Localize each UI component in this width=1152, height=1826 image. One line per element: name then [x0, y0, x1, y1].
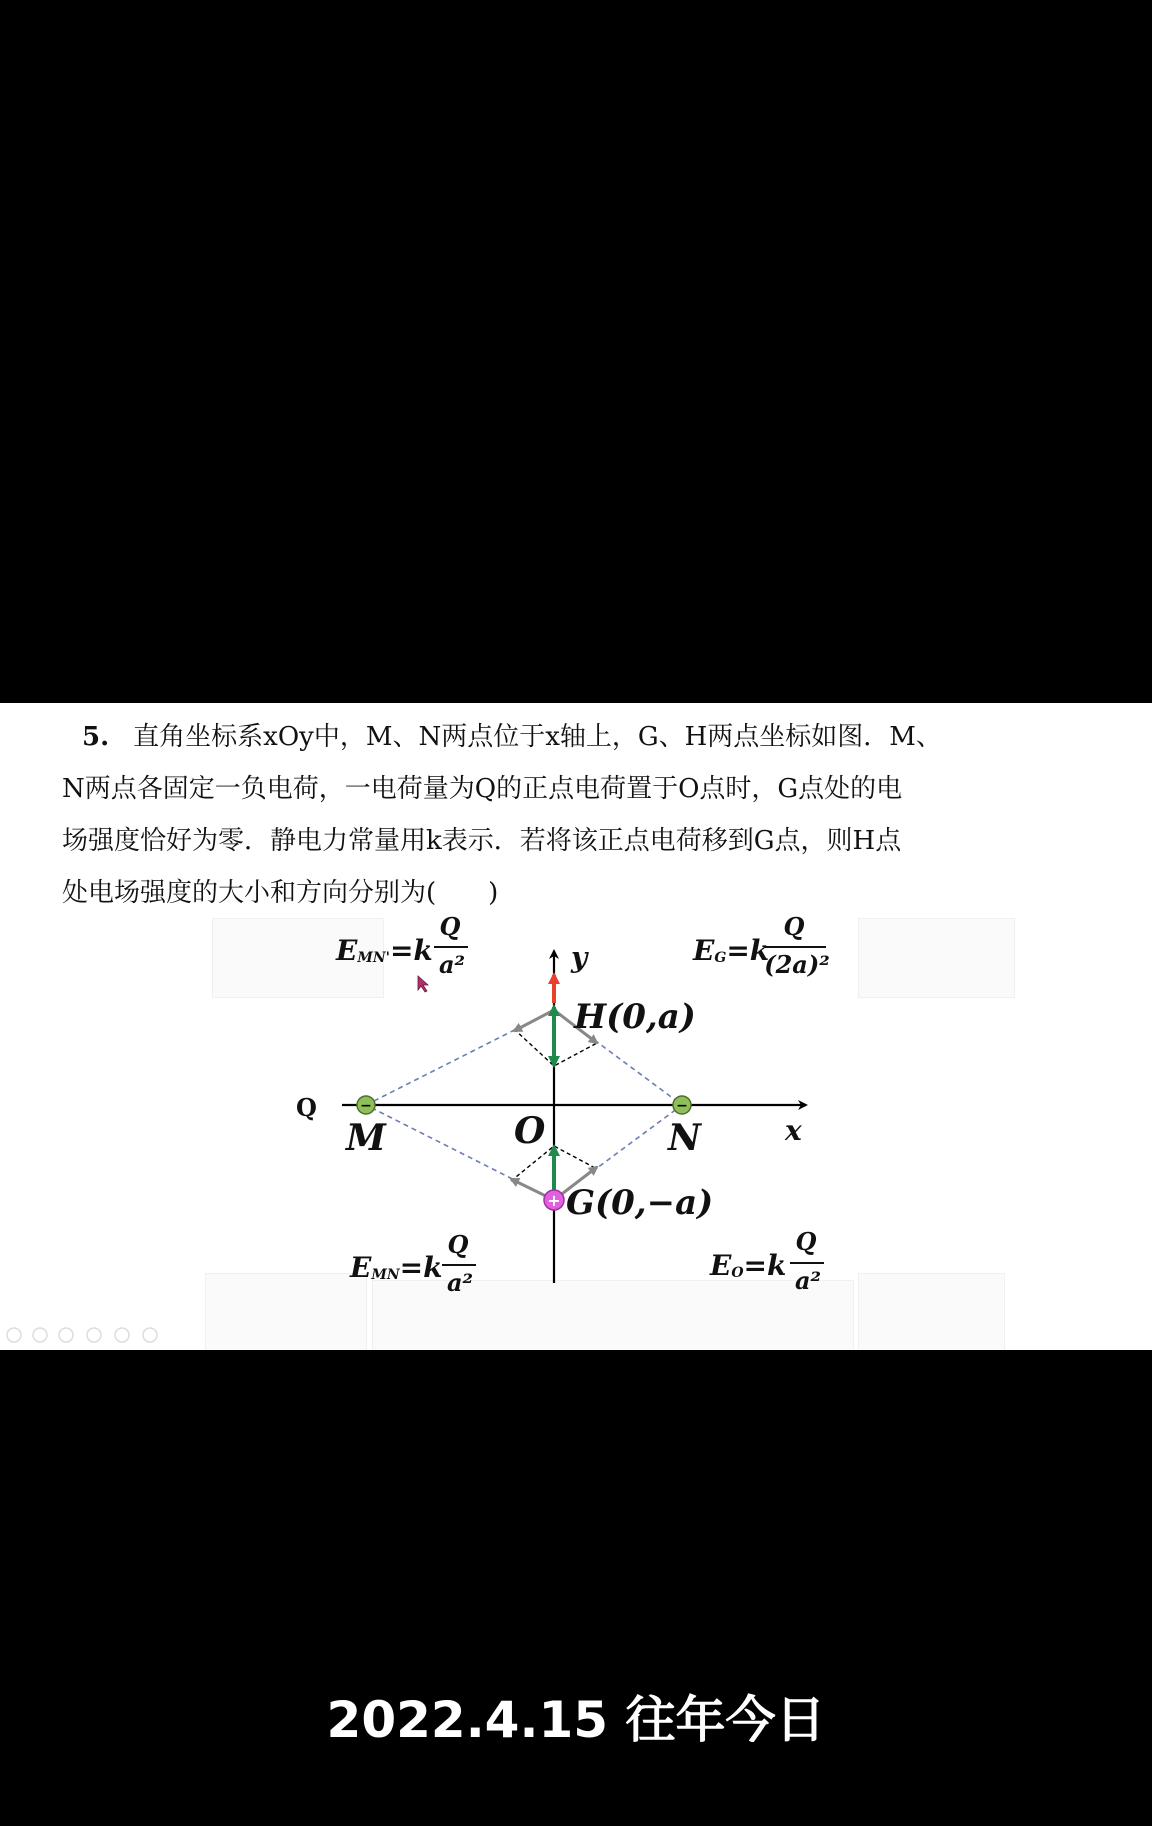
formula-sub: MN [371, 1267, 400, 1283]
formula-sub: MN' [357, 950, 390, 966]
formula-top-left [335, 912, 468, 979]
question-number: 5. [82, 722, 110, 752]
formula-den: a² [446, 1268, 474, 1297]
formula-bottom-right [709, 1227, 824, 1295]
formula-eq: =k [726, 934, 770, 967]
x-axis-label: x [785, 1114, 802, 1147]
formula-sub: O [731, 1265, 744, 1281]
previous-icon[interactable] [7, 1328, 21, 1342]
svg-text:EO=k [709, 1249, 786, 1282]
formula-bottom-left [349, 1230, 476, 1297]
formula-num: Q [439, 912, 461, 941]
question-line-text: 直角坐标系xOy中，M、N两点位于x轴上，G、H两点坐标如图．M、 [133, 722, 942, 752]
formula-eq: =k [389, 934, 433, 967]
field-component-arrow [514, 1010, 554, 1031]
svg-text:EMN'=k [335, 934, 433, 967]
question-line: 场强度恰好为零．静电力常量用k表示．若将该正点电荷移到G点，则H点 [62, 826, 902, 856]
negative-charge-m [357, 1096, 375, 1114]
video-caption: 2022.4.15 往年今日 [326, 1691, 826, 1749]
formula-top-right [692, 912, 830, 979]
formula-sub: G [714, 950, 727, 966]
question-line: N两点各固定一负电荷，一电荷量为Q的正点电荷置于O点时，G点处的电 [62, 774, 903, 804]
formula-lhs: E [350, 1251, 372, 1284]
positive-charge-g [544, 1190, 564, 1210]
charge-sign: − [676, 1098, 688, 1114]
origin-label: O [514, 1110, 546, 1152]
zoom-icon[interactable] [115, 1328, 129, 1342]
charge-sign: + [547, 1191, 561, 1210]
question-line: 处电场强度的大小和方向分别为( ) [62, 878, 499, 908]
next-icon[interactable] [33, 1328, 47, 1342]
mouse-cursor-icon [418, 976, 428, 992]
point-m-label: M [346, 1117, 386, 1159]
formula-den: (2a)² [764, 950, 830, 979]
formula-den: a² [438, 950, 466, 979]
formula-eq: =k [743, 1249, 787, 1282]
formula-num: Q [783, 912, 805, 941]
formula-lhs: E [336, 934, 358, 967]
charge-q-label: Q [296, 1093, 317, 1122]
charge-sign: − [360, 1098, 372, 1114]
slides-icon[interactable] [87, 1328, 101, 1342]
point-n-label: N [668, 1117, 701, 1159]
y-axis-label: y [571, 941, 588, 974]
point-g-label: G(0,−a) [566, 1183, 714, 1223]
formula-den: a² [794, 1266, 822, 1295]
formula-eq: =k [399, 1251, 443, 1284]
physics-diagram [0, 703, 1152, 1350]
svg-text:EMN=k [349, 1251, 443, 1284]
formula-num: Q [795, 1227, 817, 1256]
slide [0, 703, 1152, 1350]
more-icon[interactable] [143, 1328, 157, 1342]
slideshow-toolbar[interactable] [7, 1328, 157, 1342]
pen-icon[interactable] [59, 1328, 73, 1342]
formula-lhs: E [710, 1249, 732, 1282]
svg-text:EG=k [692, 934, 769, 967]
formula-num: Q [447, 1230, 469, 1259]
negative-charge-n [673, 1096, 691, 1114]
formula-lhs: E [693, 934, 715, 967]
point-h-label: H(0,a) [574, 997, 696, 1037]
